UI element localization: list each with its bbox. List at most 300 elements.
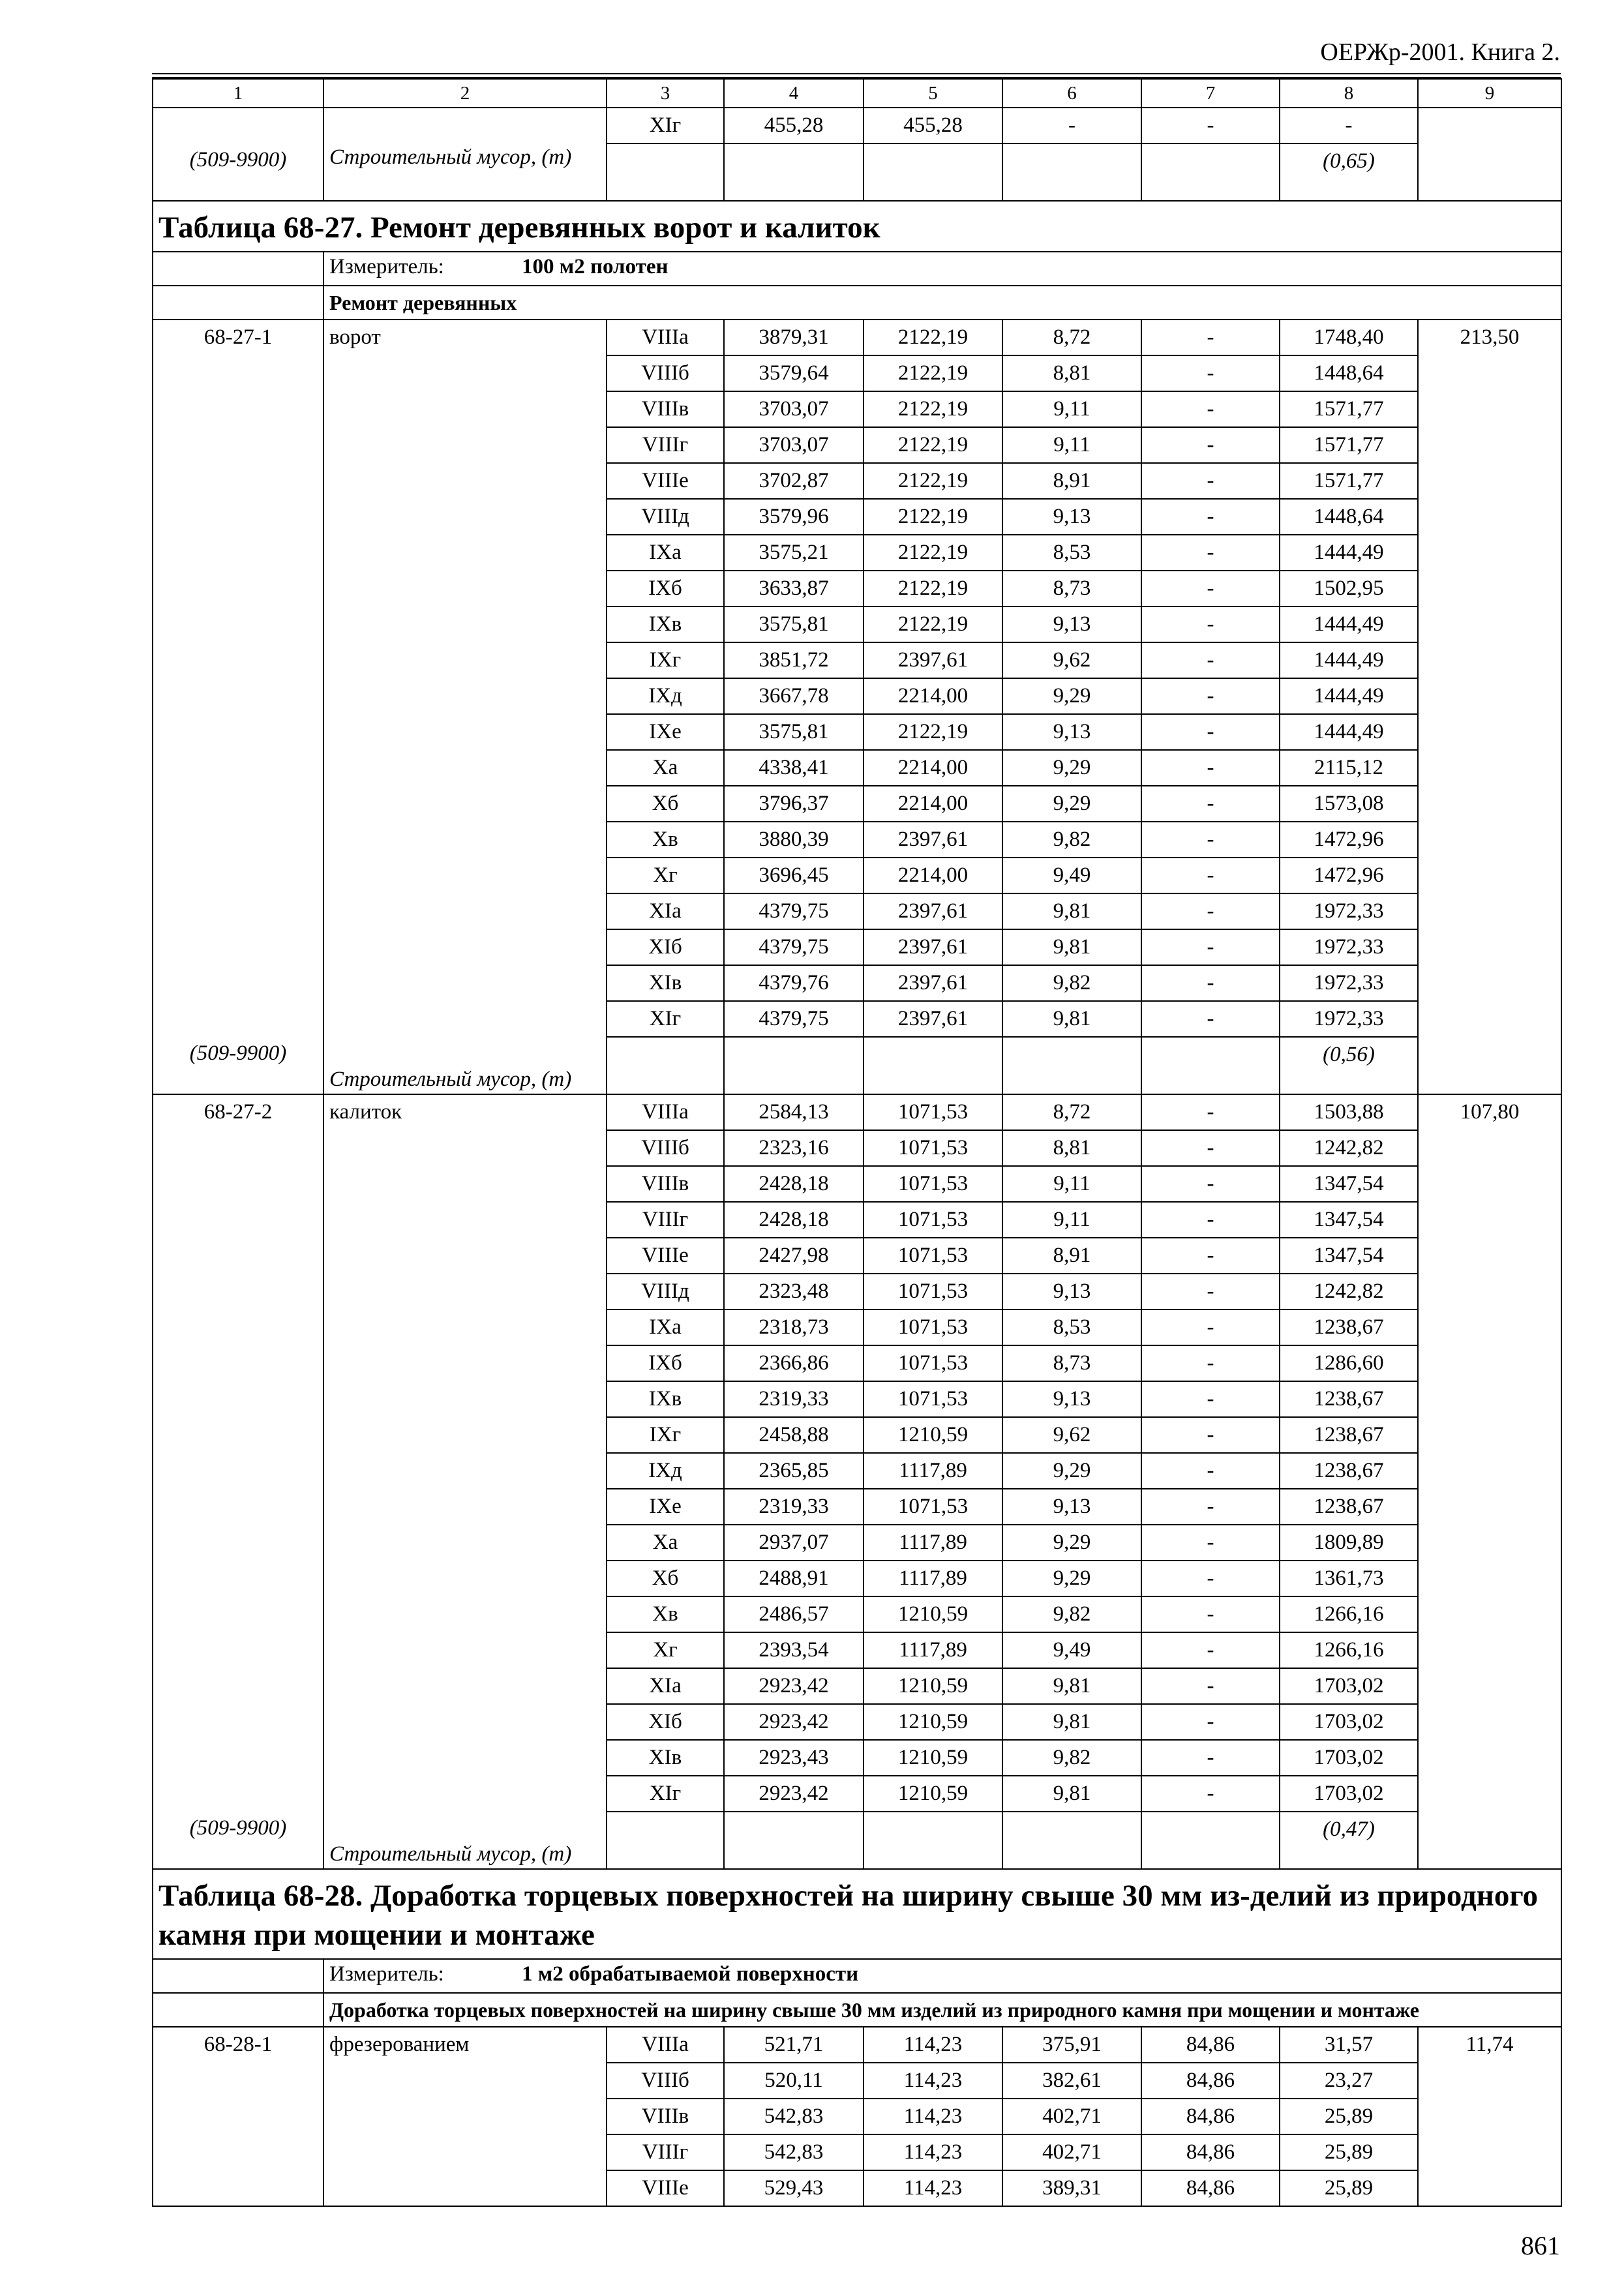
item-name: ворот <box>329 325 381 349</box>
debris-code: (509-9900) <box>189 1041 287 1065</box>
value-cell: 1238,67 <box>1280 1309 1418 1345</box>
value-cell: 9,29 <box>1002 750 1141 786</box>
col9-cell <box>1418 108 1561 201</box>
value-cell: 3667,78 <box>724 678 864 714</box>
value-cell: 3796,37 <box>724 786 864 822</box>
value-cell: 1347,54 <box>1280 1202 1418 1238</box>
column-numbers-row <box>153 79 1561 108</box>
value-cell: 1210,59 <box>864 1417 1002 1453</box>
empty-cell <box>607 1812 724 1869</box>
value-cell: - <box>1141 1704 1280 1740</box>
zone-cell: Xв <box>607 1596 724 1632</box>
zone-cell: Xв <box>607 822 724 858</box>
empty-cell <box>607 143 724 201</box>
value-cell: 1573,08 <box>1280 786 1418 822</box>
zone-cell: IXб <box>607 571 724 606</box>
value-cell: - <box>1002 108 1141 143</box>
code-cell <box>153 2027 323 2206</box>
value-cell: 1071,53 <box>864 1309 1002 1345</box>
value-cell: 2923,42 <box>724 1776 864 1812</box>
value-cell: 1444,49 <box>1280 714 1418 750</box>
empty-cell <box>153 252 323 286</box>
value-cell: 23,27 <box>1280 2063 1418 2099</box>
zone-cell: Xб <box>607 786 724 822</box>
value-cell: 1972,33 <box>1280 965 1418 1001</box>
table-title: Таблица 68-27. Ремонт деревянных ворот и калиток <box>153 201 1561 252</box>
value-cell: - <box>1141 750 1280 786</box>
item-name: калиток <box>329 1100 402 1124</box>
zone-cell: XIв <box>607 1740 724 1776</box>
column-number: 9 <box>1418 79 1561 108</box>
value-cell: 1972,33 <box>1280 1001 1418 1037</box>
value-cell: 3633,87 <box>724 571 864 606</box>
value-cell: 2365,85 <box>724 1453 864 1489</box>
measure-label: Измеритель: <box>329 255 444 278</box>
zone-cell: XIа <box>607 893 724 929</box>
value-cell: 9,29 <box>1002 1525 1141 1561</box>
value-cell: - <box>1141 822 1280 858</box>
value-cell: 9,82 <box>1002 822 1141 858</box>
value-cell: 9,49 <box>1002 1632 1141 1668</box>
value-cell: 3879,31 <box>724 320 864 355</box>
value-cell: - <box>1280 108 1418 143</box>
zone-cell: VIIIд <box>607 1274 724 1309</box>
value-cell: 9,81 <box>1002 893 1141 929</box>
value-cell: 4379,75 <box>724 929 864 965</box>
empty-cell <box>153 1959 323 1993</box>
column-number: 3 <box>607 79 724 108</box>
value-cell: 1571,77 <box>1280 427 1418 463</box>
value-cell: 455,28 <box>864 108 1002 143</box>
value-cell: 9,13 <box>1002 714 1141 750</box>
value-cell: 2214,00 <box>864 786 1002 822</box>
value-cell: 1242,82 <box>1280 1274 1418 1309</box>
zone-cell: VIIIб <box>607 355 724 391</box>
value-cell: 2122,19 <box>864 463 1002 499</box>
value-cell: 8,91 <box>1002 1238 1141 1274</box>
value-cell: 9,13 <box>1002 499 1141 535</box>
value-cell: 2319,33 <box>724 1381 864 1417</box>
empty-cell <box>153 1993 323 2027</box>
value-cell: 8,81 <box>1002 355 1141 391</box>
empty-cell <box>1141 1812 1280 1869</box>
value-cell: 1238,67 <box>1280 1417 1418 1453</box>
value-cell: - <box>1141 678 1280 714</box>
value-cell: 25,89 <box>1280 2134 1418 2170</box>
value-cell: 1703,02 <box>1280 1740 1418 1776</box>
value-cell: 1071,53 <box>864 1381 1002 1417</box>
col9-cell: 11,74 <box>1418 2027 1561 2206</box>
value-cell: 114,23 <box>864 2027 1002 2063</box>
zone-cell: VIIIв <box>607 2099 724 2134</box>
value-cell: 114,23 <box>864 2063 1002 2099</box>
value-cell: 1472,96 <box>1280 822 1418 858</box>
value-cell: 1266,16 <box>1280 1632 1418 1668</box>
zone-cell: VIIIа <box>607 1094 724 1130</box>
value-cell: - <box>1141 606 1280 642</box>
value-cell: 2486,57 <box>724 1596 864 1632</box>
zone-cell: VIIIд <box>607 499 724 535</box>
value-cell: 1210,59 <box>864 1776 1002 1812</box>
value-cell: 2923,42 <box>724 1668 864 1704</box>
value-cell: 9,49 <box>1002 858 1141 893</box>
value-cell: 1071,53 <box>864 1130 1002 1166</box>
zone-cell: VIIIб <box>607 2063 724 2099</box>
value-cell: - <box>1141 1381 1280 1417</box>
value-cell: 1444,49 <box>1280 678 1418 714</box>
value-cell: 3579,64 <box>724 355 864 391</box>
value-cell: 529,43 <box>724 2170 864 2206</box>
zone-cell: VIIIе <box>607 463 724 499</box>
value-cell: 9,82 <box>1002 965 1141 1001</box>
value-cell: - <box>1141 463 1280 499</box>
zone-cell: IXа <box>607 1309 724 1345</box>
value-cell: 9,13 <box>1002 1381 1141 1417</box>
column-number: 8 <box>1280 79 1418 108</box>
table-row <box>153 108 1561 143</box>
zone-cell: VIIIб <box>607 1130 724 1166</box>
value-cell: 2122,19 <box>864 714 1002 750</box>
value-cell: - <box>1141 786 1280 822</box>
value-cell: - <box>1141 1561 1280 1596</box>
value-cell: 9,81 <box>1002 1704 1141 1740</box>
value-cell: - <box>1141 535 1280 571</box>
value-cell: 1210,59 <box>864 1704 1002 1740</box>
value-cell: 1571,77 <box>1280 391 1418 427</box>
value-cell: 1571,77 <box>1280 463 1418 499</box>
value-cell: 114,23 <box>864 2134 1002 2170</box>
zone-cell: Xа <box>607 750 724 786</box>
value-cell: 9,11 <box>1002 1166 1141 1202</box>
measure-cell <box>323 252 1561 286</box>
empty-cell <box>1141 1037 1280 1094</box>
value-cell: 8,73 <box>1002 1345 1141 1381</box>
value-cell: - <box>1141 1776 1280 1812</box>
debris-value: (0,56) <box>1280 1037 1418 1094</box>
value-cell: 2122,19 <box>864 571 1002 606</box>
empty-cell <box>1002 143 1141 201</box>
value-cell: - <box>1141 1453 1280 1489</box>
value-cell: 3575,81 <box>724 714 864 750</box>
value-cell: 1703,02 <box>1280 1704 1418 1740</box>
code-cell <box>153 108 323 201</box>
value-cell: 1347,54 <box>1280 1238 1418 1274</box>
value-cell: - <box>1141 1202 1280 1238</box>
measure-value: 100 м2 полотен <box>522 255 669 278</box>
value-cell: 9,81 <box>1002 1001 1141 1037</box>
value-cell: 1117,89 <box>864 1453 1002 1489</box>
debris-value: (0,65) <box>1280 143 1418 201</box>
value-cell: - <box>1141 965 1280 1001</box>
value-cell: 1242,82 <box>1280 1130 1418 1166</box>
value-cell: 2397,61 <box>864 1001 1002 1037</box>
value-cell: 3702,87 <box>724 463 864 499</box>
measure-row <box>153 252 1561 286</box>
zone-cell: Xб <box>607 1561 724 1596</box>
value-cell: - <box>1141 499 1280 535</box>
value-cell: 2214,00 <box>864 678 1002 714</box>
rates-table-body <box>153 79 1561 2206</box>
value-cell: 1117,89 <box>864 1525 1002 1561</box>
value-cell: 2366,86 <box>724 1345 864 1381</box>
measure-row <box>153 1959 1561 1993</box>
value-cell: 2122,19 <box>864 320 1002 355</box>
zone-cell: IXв <box>607 1381 724 1417</box>
measure-value: 1 м2 обрабатываемой поверхности <box>522 1962 859 1986</box>
value-cell: 8,72 <box>1002 1094 1141 1130</box>
value-cell: 2397,61 <box>864 642 1002 678</box>
value-cell: - <box>1141 1238 1280 1274</box>
item-name: фрезерованием <box>329 2033 470 2056</box>
value-cell: 1444,49 <box>1280 642 1418 678</box>
value-cell: 1266,16 <box>1280 1596 1418 1632</box>
zone-cell: IXг <box>607 1417 724 1453</box>
value-cell: 84,86 <box>1141 2134 1280 2170</box>
empty-cell <box>153 286 323 320</box>
value-cell: 8,91 <box>1002 463 1141 499</box>
zone-cell: XIг <box>607 1001 724 1037</box>
value-cell: - <box>1141 1525 1280 1561</box>
empty-cell <box>1002 1037 1141 1094</box>
value-cell: 9,29 <box>1002 786 1141 822</box>
name-cell <box>323 1094 607 1869</box>
name-cell <box>323 2027 607 2206</box>
value-cell: - <box>1141 391 1280 427</box>
zone-cell: XIб <box>607 929 724 965</box>
section-title: Ремонт деревянных <box>323 286 1561 320</box>
value-cell: 3575,81 <box>724 606 864 642</box>
value-cell: 1972,33 <box>1280 893 1418 929</box>
value-cell: 389,31 <box>1002 2170 1141 2206</box>
value-cell: 1448,64 <box>1280 355 1418 391</box>
value-cell: 1071,53 <box>864 1094 1002 1130</box>
value-cell: 2397,61 <box>864 893 1002 929</box>
value-cell: 9,62 <box>1002 642 1141 678</box>
value-cell: 3703,07 <box>724 427 864 463</box>
table-title-row <box>153 1869 1561 1959</box>
value-cell: 8,53 <box>1002 535 1141 571</box>
value-cell: 2937,07 <box>724 1525 864 1561</box>
zone-cell: IXа <box>607 535 724 571</box>
zone-cell: VIIIг <box>607 2134 724 2170</box>
value-cell: 2122,19 <box>864 606 1002 642</box>
value-cell: 2428,18 <box>724 1202 864 1238</box>
zone-cell: IXд <box>607 678 724 714</box>
value-cell: 1238,67 <box>1280 1489 1418 1525</box>
value-cell: 1347,54 <box>1280 1166 1418 1202</box>
value-cell: 402,71 <box>1002 2099 1141 2134</box>
debris-label: Строительный мусор, (т) <box>329 1842 572 1866</box>
zone-cell: XIа <box>607 1668 724 1704</box>
zone-cell: VIIIа <box>607 320 724 355</box>
value-cell: 2923,43 <box>724 1740 864 1776</box>
value-cell: 3851,72 <box>724 642 864 678</box>
zone-cell: IXе <box>607 1489 724 1525</box>
value-cell: 9,13 <box>1002 1274 1141 1309</box>
value-cell: - <box>1141 1309 1280 1345</box>
table-row <box>153 320 1561 355</box>
debris-label: Строительный мусор, (т) <box>329 145 572 169</box>
value-cell: 375,91 <box>1002 2027 1141 2063</box>
col9-cell: 213,50 <box>1418 320 1561 1094</box>
value-cell: 8,72 <box>1002 320 1141 355</box>
value-cell: 9,62 <box>1002 1417 1141 1453</box>
value-cell: - <box>1141 427 1280 463</box>
value-cell: 9,11 <box>1002 427 1141 463</box>
item-code: 68-27-1 <box>203 325 273 349</box>
value-cell: 1502,95 <box>1280 571 1418 606</box>
value-cell: 1503,88 <box>1280 1094 1418 1130</box>
value-cell: 9,13 <box>1002 1489 1141 1525</box>
value-cell: - <box>1141 1094 1280 1130</box>
value-cell: 455,28 <box>724 108 864 143</box>
value-cell: 9,81 <box>1002 929 1141 965</box>
value-cell: 8,81 <box>1002 1130 1141 1166</box>
value-cell: - <box>1141 1130 1280 1166</box>
value-cell: 9,81 <box>1002 1776 1141 1812</box>
empty-cell <box>864 143 1002 201</box>
section-row <box>153 286 1561 320</box>
empty-cell <box>1002 1812 1141 1869</box>
zone-cell: IXв <box>607 606 724 642</box>
empty-cell <box>864 1037 1002 1094</box>
value-cell: - <box>1141 1166 1280 1202</box>
header-rule <box>152 73 1561 74</box>
value-cell: - <box>1141 1345 1280 1381</box>
zone-cell: XIб <box>607 1704 724 1740</box>
empty-cell <box>607 1037 724 1094</box>
zone-cell: VIIIг <box>607 1202 724 1238</box>
value-cell: 2427,98 <box>724 1238 864 1274</box>
value-cell: 3579,96 <box>724 499 864 535</box>
value-cell: - <box>1141 1596 1280 1632</box>
value-cell: 402,71 <box>1002 2134 1141 2170</box>
zone-cell: Xг <box>607 1632 724 1668</box>
value-cell: 542,83 <box>724 2099 864 2134</box>
value-cell: 1703,02 <box>1280 1776 1418 1812</box>
value-cell: 84,86 <box>1141 2063 1280 2099</box>
value-cell: 1286,60 <box>1280 1345 1418 1381</box>
value-cell: 2397,61 <box>864 822 1002 858</box>
value-cell: 4379,75 <box>724 1001 864 1037</box>
value-cell: 2393,54 <box>724 1632 864 1668</box>
code-cell <box>153 1094 323 1869</box>
value-cell: 31,57 <box>1280 2027 1418 2063</box>
value-cell: 9,82 <box>1002 1740 1141 1776</box>
value-cell: - <box>1141 1001 1280 1037</box>
empty-cell <box>724 1812 864 1869</box>
value-cell: 2122,19 <box>864 355 1002 391</box>
empty-cell <box>864 1812 1002 1869</box>
code-cell <box>153 320 323 1094</box>
value-cell: 2319,33 <box>724 1489 864 1525</box>
value-cell: 9,11 <box>1002 391 1141 427</box>
value-cell: - <box>1141 714 1280 750</box>
value-cell: - <box>1141 1489 1280 1525</box>
value-cell: 114,23 <box>864 2099 1002 2134</box>
value-cell: 1210,59 <box>864 1740 1002 1776</box>
debris-code: (509-9900) <box>189 1816 287 1840</box>
value-cell: 2923,42 <box>724 1704 864 1740</box>
empty-cell <box>1141 143 1280 201</box>
value-cell: 1210,59 <box>864 1668 1002 1704</box>
value-cell: 4379,76 <box>724 965 864 1001</box>
value-cell: 382,61 <box>1002 2063 1141 2099</box>
value-cell: 1071,53 <box>864 1202 1002 1238</box>
value-cell: 1472,96 <box>1280 858 1418 893</box>
value-cell: 9,11 <box>1002 1202 1141 1238</box>
zone-cell: XIв <box>607 965 724 1001</box>
zone-cell: VIIIв <box>607 1166 724 1202</box>
zone-cell: IXб <box>607 1345 724 1381</box>
table-row <box>153 1094 1561 1130</box>
value-cell: 9,82 <box>1002 1596 1141 1632</box>
page-number: 861 <box>1521 2231 1560 2260</box>
value-cell: 2458,88 <box>724 1417 864 1453</box>
value-cell: 9,13 <box>1002 606 1141 642</box>
value-cell: - <box>1141 1417 1280 1453</box>
value-cell: 3575,21 <box>724 535 864 571</box>
value-cell: 114,23 <box>864 2170 1002 2206</box>
value-cell: 9,29 <box>1002 678 1141 714</box>
value-cell: 521,71 <box>724 2027 864 2063</box>
value-cell: 2122,19 <box>864 499 1002 535</box>
value-cell: 1210,59 <box>864 1596 1002 1632</box>
value-cell: 1972,33 <box>1280 929 1418 965</box>
col9-cell: 107,80 <box>1418 1094 1561 1869</box>
value-cell: 2122,19 <box>864 391 1002 427</box>
value-cell: 1071,53 <box>864 1489 1002 1525</box>
value-cell: - <box>1141 858 1280 893</box>
value-cell: 2323,48 <box>724 1274 864 1309</box>
column-number: 4 <box>724 79 864 108</box>
value-cell: 2397,61 <box>864 929 1002 965</box>
value-cell: 1071,53 <box>864 1166 1002 1202</box>
value-cell: 2214,00 <box>864 750 1002 786</box>
value-cell: 84,86 <box>1141 2099 1280 2134</box>
table-title: Таблица 68-28. Доработка торцевых поверхностей на ширину свыше 30 мм из-делий из природного камня при мощении и монтаже <box>153 1869 1561 1959</box>
value-cell: 1444,49 <box>1280 606 1418 642</box>
value-cell: 1361,73 <box>1280 1561 1418 1596</box>
value-cell: 84,86 <box>1141 2170 1280 2206</box>
value-cell: 3696,45 <box>724 858 864 893</box>
value-cell: 1448,64 <box>1280 499 1418 535</box>
column-number: 6 <box>1002 79 1141 108</box>
value-cell: 1071,53 <box>864 1274 1002 1309</box>
value-cell: 2115,12 <box>1280 750 1418 786</box>
zone-cell: VIIIа <box>607 2027 724 2063</box>
value-cell: 1748,40 <box>1280 320 1418 355</box>
name-cell <box>323 320 607 1094</box>
table-title-row <box>153 201 1561 252</box>
value-cell: - <box>1141 1274 1280 1309</box>
zone-cell: VIIIг <box>607 427 724 463</box>
value-cell: 2323,16 <box>724 1130 864 1166</box>
zone-cell: Xг <box>607 858 724 893</box>
name-cell <box>323 108 607 201</box>
value-cell: - <box>1141 108 1280 143</box>
value-cell: 1071,53 <box>864 1238 1002 1274</box>
section-row <box>153 1993 1561 2027</box>
zone-cell: XIг <box>607 1776 724 1812</box>
zone-cell: Xа <box>607 1525 724 1561</box>
value-cell: 4379,75 <box>724 893 864 929</box>
value-cell: 1444,49 <box>1280 535 1418 571</box>
value-cell: 2122,19 <box>864 427 1002 463</box>
value-cell: 1117,89 <box>864 1632 1002 1668</box>
value-cell: 1117,89 <box>864 1561 1002 1596</box>
value-cell: 25,89 <box>1280 2170 1418 2206</box>
